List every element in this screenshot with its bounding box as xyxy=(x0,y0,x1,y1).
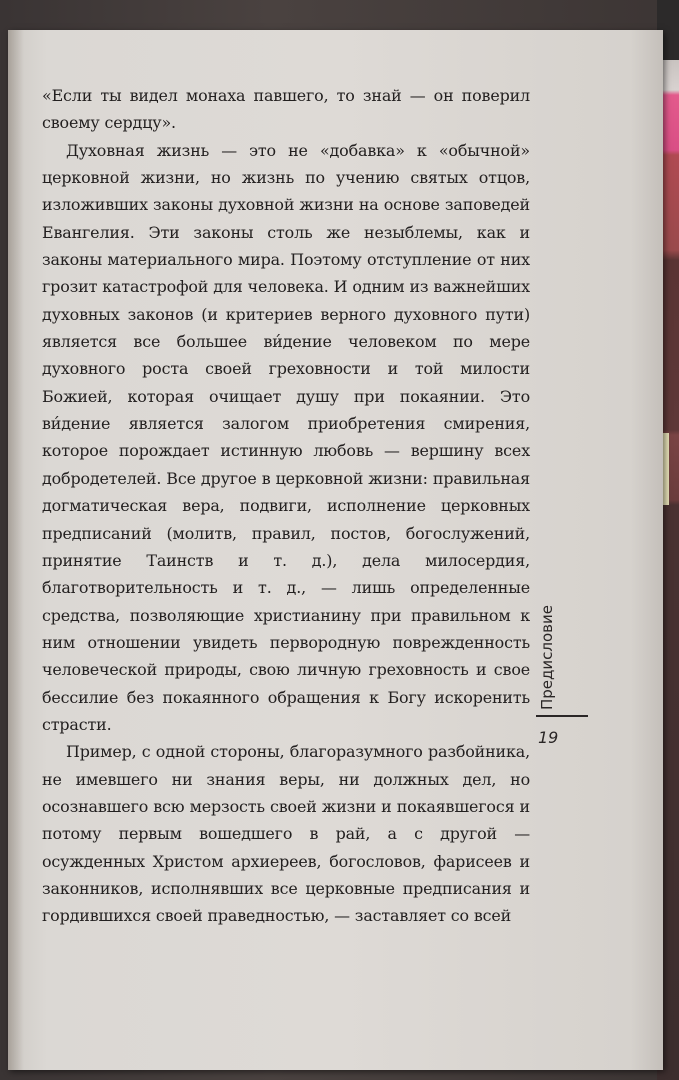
running-head-rule xyxy=(536,715,588,717)
body-text xyxy=(42,82,530,930)
page-number: 19 xyxy=(538,728,559,747)
paragraph-2: Духовная жизнь — это не «добавка» к «обычной» церковной жизни, но жизнь по учению святых отцов, изложивших законы духовной жизни на основе заповедей Евангелия. Эти законы столь же незыблемы, как и законы материального мира. Поэтому отступление от них грозит катастрофой для человека. И одним из важнейших духовных законов (и критериев верного духовного пути) является все большее ви́дение человеком по мере духовного роста своей греховности и той милости Божией, которая очищает душу при покаянии. Это ви́дение является залогом приобретения смирения, которое порождает истинную любовь — вершину всех добродетелей. Все другое в церковной жизни: правильная догматическая вера, подвиги, исполнение церковных предписаний (молитв, правил, постов, богослужений, принятие Таинств и т. д.), дела милосердия, благотворительность и т. д., — лишь определенные средства, позволяющие христианину при правильном к ним отношении увидеть первородную поврежденность человеческой природы, свою личную греховность и свое бессилие без покаянного обращения к Богу искоренить страсти. xyxy=(42,140,530,734)
running-head-section: Предисловие xyxy=(538,605,556,710)
page-gutter-shadow xyxy=(8,30,24,1070)
paragraph-3: Пример, с одной стороны, благоразумного разбойника, не имевшего ни знания веры, ни должных дел, но осознавшего всю мерзость своей жизни и покаявшегося и потому первым вошедшего в рай, а с другой — осужденных Христом архиереев, богословов, фарисеев и законников, исполнявших все церковные предписания и гордившихся своей праведностью, — заставляет со всей xyxy=(42,742,530,926)
paragraph-1: «Если ты видел монаха павшего, то знай — он поверил своему сердцу». xyxy=(42,86,530,133)
